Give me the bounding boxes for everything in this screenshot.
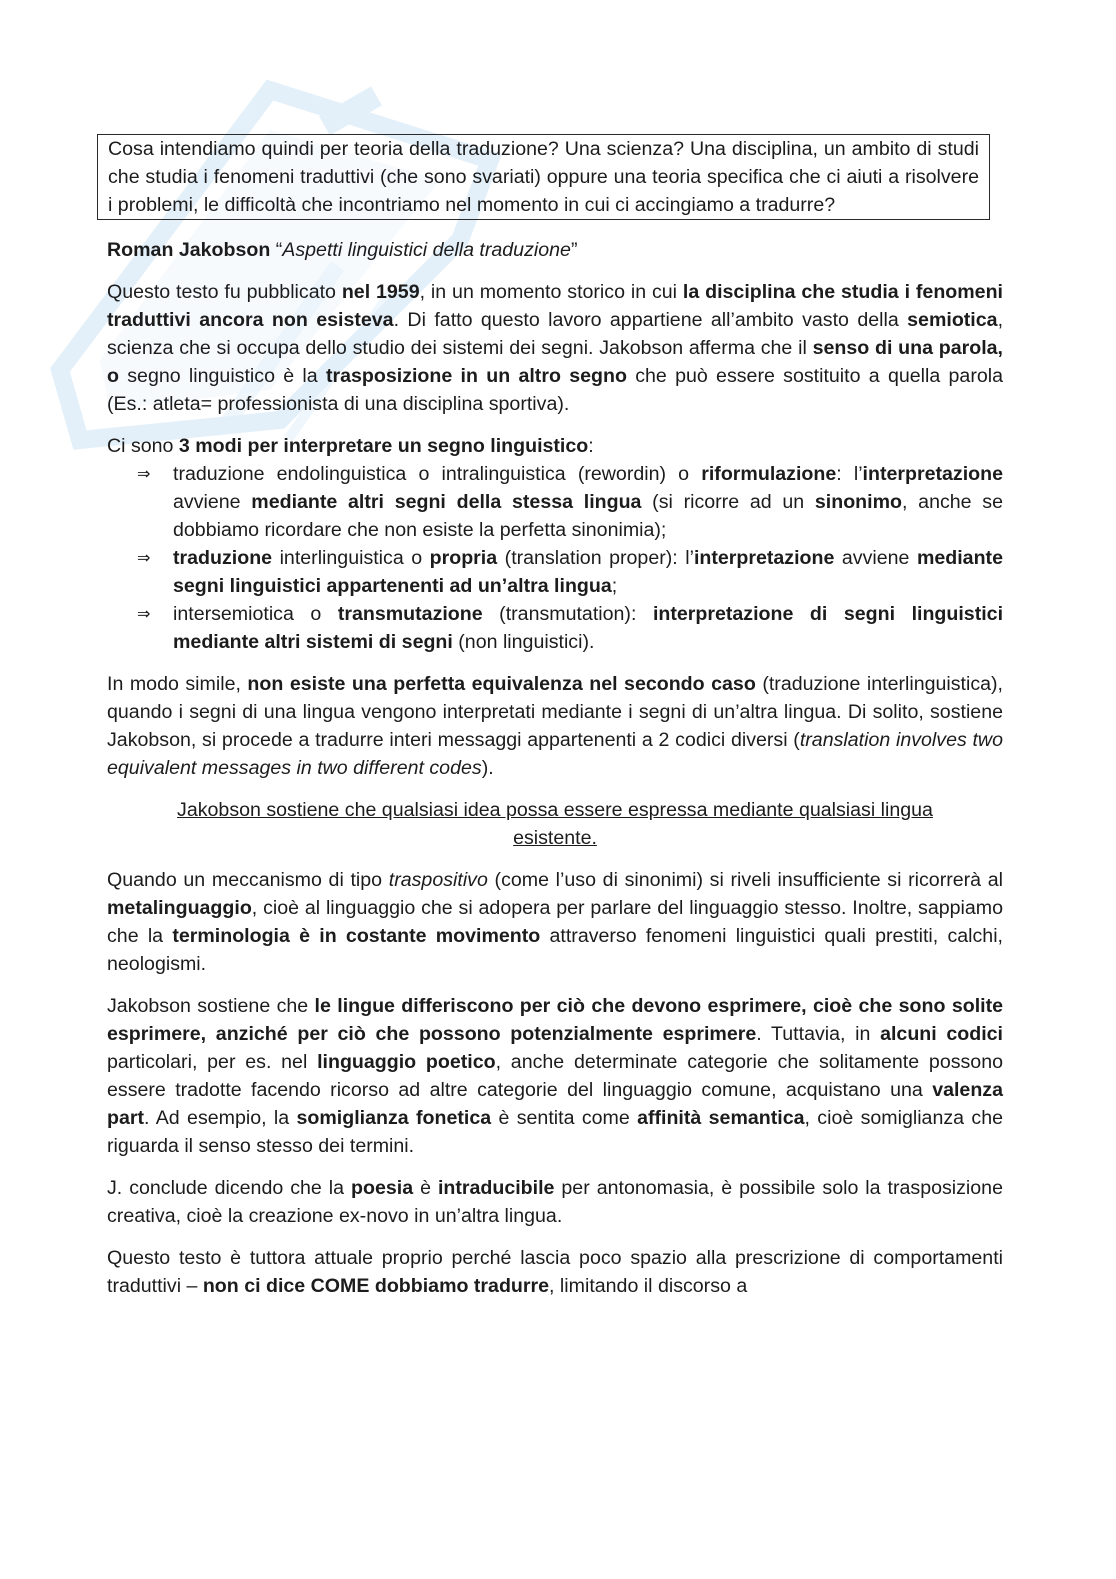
paragraph-6: J. conclude dicendo che la poesia è intraducibile per antonomasia, è possibile solo la trasposizione creativa, cioè la creazione ex-novo in un’altra lingua. xyxy=(107,1177,1003,1227)
intro-box-text: Cosa intendiamo quindi per teoria della traduzione? Una scienza? Una disciplina, un ambito di studi che studia i fenomeni traduttivi (che sono svariati) oppure una teoria specifica che ci aiuti a risolvere i problemi, le difficoltà che incontriamo nel momento in cui ci accingiamo a tradurre? xyxy=(108,138,979,216)
section-heading: Roman Jakobson “Aspetti linguistici della traduzione” xyxy=(107,239,578,261)
paragraph-3: In modo simile, non esiste una perfetta equivalenza nel secondo caso (traduzione interlinguistica), quando i segni di una lingua vengono interpretati mediante i segni di un’altra lingua. Di solito, sostiene Jakobson, si procede a tradurre interi messaggi appartenenti a 2 codici diversi (translation involves two equivalent messages in two different codes). xyxy=(107,673,1003,779)
paragraph-1: Questo testo fu pubblicato nel 1959, in un momento storico in cui la disciplina che studia i fenomeni traduttivi ancora non esisteva. Di fatto questo lavoro appartiene all’ambito vasto della semiotica, scienza che si occupa dello studio dei sistemi dei segni. Jakobson afferma che il senso di una parola, o segno linguistico è la trasposizione in un altro segno che può essere sostituito a quella parola (Es.: atleta= professionista di una disciplina sportiva). xyxy=(107,281,1004,415)
list-item: ⇒ traduzione endolinguistica o intralinguistica (rewordin) o riformulazione: l’interpretazione avviene mediante altri segni della stessa lingua (si ricorre ad un sinonimo, anche se dobbiamo ricordare che non esiste la perfetta sinonimia); xyxy=(107,460,1003,544)
key-statement: Jakobson sostiene che qualsiasi idea possa essere espressa mediante qualsiasi lingua esistente. xyxy=(177,799,933,849)
translation-types-list xyxy=(107,460,1003,656)
paragraph-5: Jakobson sostiene che le lingue differiscono per ciò che devono esprimere, cioè che sono solite esprimere, anziché per ciò che possono potenzialmente esprimere. Tuttavia, in alcuni codici particolari, per es. nel linguaggio poetico, anche determinate categorie che solitamente possono essere tradotte facendo ricorso ad altre categorie del linguaggio comune, acquistano una valenza part. Ad esempio, la somiglianza fonetica è sentita come affinità semantica, cioè somiglianza che riguarda il senso stesso dei termini. xyxy=(107,995,1004,1157)
arrow-icon: ⇒ xyxy=(137,548,151,567)
arrow-icon: ⇒ xyxy=(137,604,151,623)
arrow-icon: ⇒ xyxy=(137,464,151,483)
list-item: ⇒ intersemiotica o transmutazione (transmutation): interpretazione di segni linguistici mediante altri sistemi di segni (non linguistici). xyxy=(107,600,1003,656)
document-page xyxy=(107,134,1003,1300)
list-item: ⇒ traduzione interlinguistica o propria (translation proper): l’interpretazione avviene mediante segni linguistici appartenenti ad un’altra lingua; xyxy=(107,544,1003,600)
heading-author: Roman Jakobson xyxy=(107,239,271,261)
paragraph-7: Questo testo è tuttora attuale proprio perché lascia poco spazio alla prescrizione di comportamenti traduttivi – non ci dice COME dobbiamo tradurre, limitando il discorso a xyxy=(107,1247,1003,1297)
paragraph-2: Ci sono 3 modi per interpretare un segno linguistico: xyxy=(107,435,594,457)
heading-title: Aspetti linguistici della traduzione xyxy=(282,239,571,261)
intro-box xyxy=(97,134,990,220)
paragraph-4: Quando un meccanismo di tipo traspositivo (come l’uso di sinonimi) si riveli insufficiente si ricorrerà al metalinguaggio, cioè al linguaggio che si adopera per parlare del linguaggio stesso. Inoltre, sappiamo che la terminologia è in costante movimento attraverso fenomeni linguistici quali prestiti, calchi, neologismi. xyxy=(107,869,1004,975)
